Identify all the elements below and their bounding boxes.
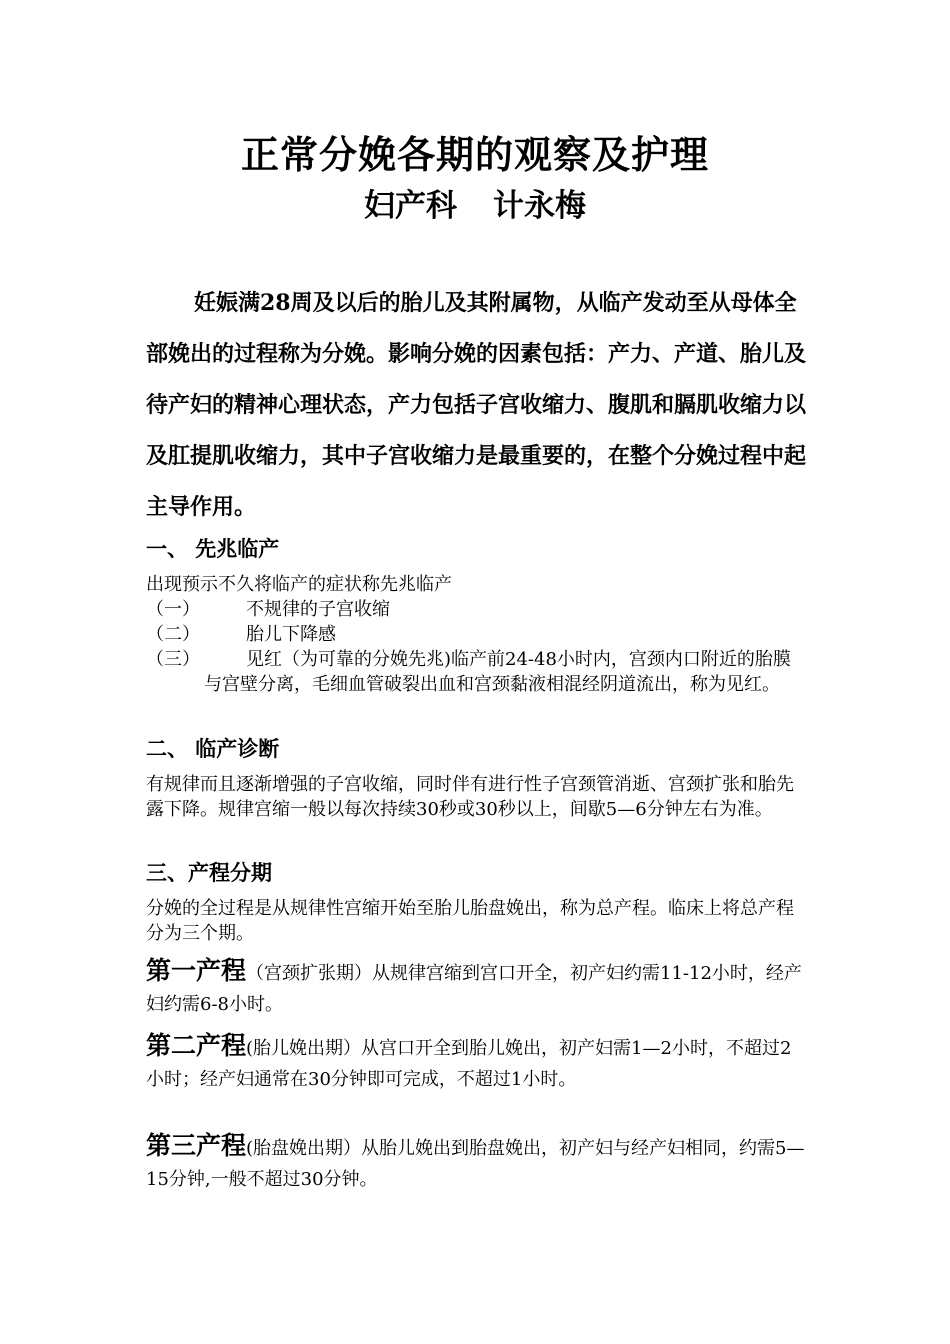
list-item xyxy=(146,622,806,647)
list-number: （三） xyxy=(146,649,200,670)
stage-paragraph xyxy=(146,955,806,1020)
stage-text: (胎儿娩出期）从宫口开全到胎儿娩出，初产妇需1—2小时，不超过2小时；经产妇通常在30分钟即可完成，不超过1小时。 xyxy=(146,1038,792,1090)
stage-label: 第二产程 xyxy=(146,1031,247,1060)
list-item xyxy=(146,647,806,697)
author: 计永梅 xyxy=(493,188,586,224)
section1-lead: 出现预示不久将临产的症状称先兆临产 xyxy=(146,574,452,595)
document-title: 正常分娩各期的观察及护理 xyxy=(240,132,709,177)
stage-label: 第一产程 xyxy=(146,956,247,985)
stage-label: 第三产程 xyxy=(146,1131,247,1160)
list-number: （二） xyxy=(146,624,200,645)
intro-paragraph: 妊娠满28周及以后的胎儿及其附属物，从临产发动至从母体全部娩出的过程称为分娩。影响分娩的因素包括：产力、产道、胎儿及待产妇的精神心理状态，产力包括子宫收缩力、腹肌和膈肌收缩力以及肛提肌收缩力，其中子宫收缩力是最重要的，在整个分娩过程中起主导作用。 xyxy=(146,290,807,520)
stage-text: (胎盘娩出期）从胎儿娩出到胎盘娩出，初产妇与经产妇相同，约需5—15分钟,一般不超过30分钟。 xyxy=(146,1138,805,1190)
section3-heading: 三、产程分期 xyxy=(146,860,272,885)
list-text: 见红（为可靠的分娩先兆)临产前24-48小时内，宫颈内口附近的胎膜与宫壁分离，毛细血管破裂出血和宫颈黏液相混经阴道流出，称为见红。 xyxy=(204,649,791,695)
list-text: 不规律的子宫收缩 xyxy=(246,599,390,620)
list-text: 胎儿下降感 xyxy=(246,624,336,645)
section2-heading: 二、 临产诊断 xyxy=(146,736,280,761)
section2-text: 有规律而且逐渐增强的子宫收缩，同时伴有进行性子宫颈管消逝、宫颈扩张和胎先露下降。规律宫缩一般以每次持续30秒或30秒以上，间歇5—6分钟左右为准。 xyxy=(146,774,794,820)
stage-paragraph xyxy=(146,1030,806,1095)
department: 妇产科 xyxy=(364,188,457,224)
section3-text: 分娩的全过程是从规律性宫缩开始至胎儿胎盘娩出，称为总产程。临床上将总产程分为三个期。 xyxy=(146,898,794,944)
list-number: （一） xyxy=(146,599,200,620)
stage-text: （宫颈扩张期）从规律宫缩到宫口开全，初产妇约需11-12小时，经产妇约需6-8小时。 xyxy=(146,963,802,1015)
document-subtitle xyxy=(0,180,950,225)
section1-heading: 一、 先兆临产 xyxy=(146,536,280,561)
list-item xyxy=(146,597,806,622)
stage-paragraph xyxy=(146,1130,806,1195)
